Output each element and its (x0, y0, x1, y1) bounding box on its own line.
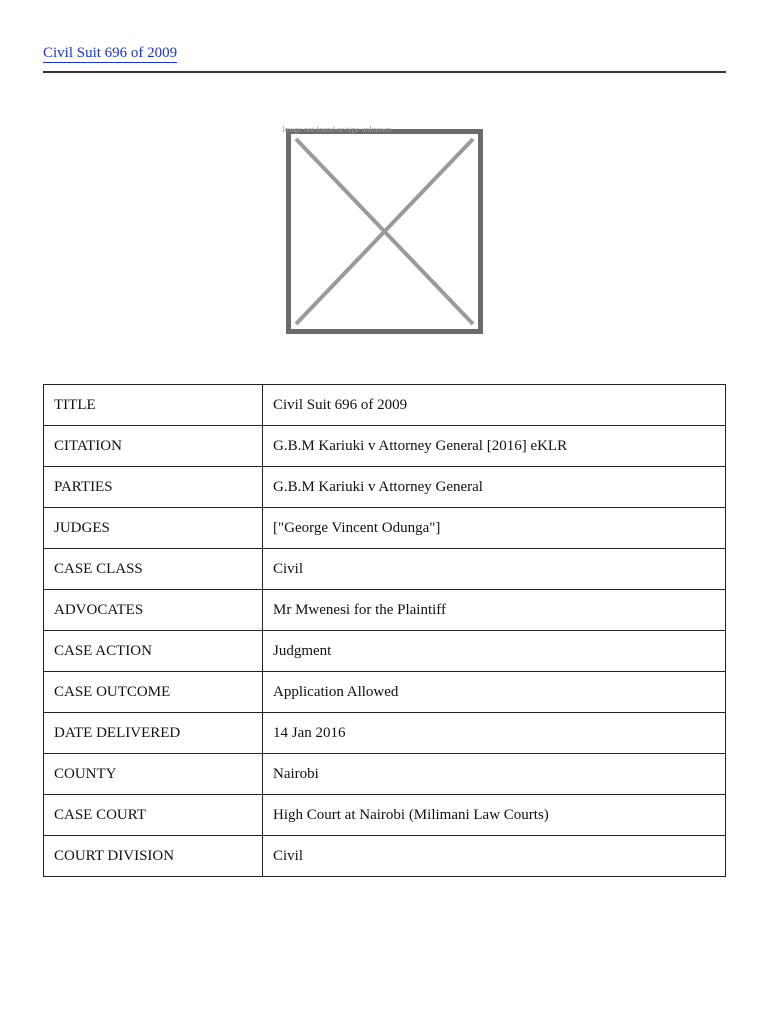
table-row (44, 713, 726, 754)
row-label: COUNTY (44, 754, 263, 795)
row-value: G.B.M Kariuki v Attorney General (263, 467, 726, 508)
row-value: 14 Jan 2016 (263, 713, 726, 754)
row-label: CASE CLASS (44, 549, 263, 590)
table-row (44, 672, 726, 713)
row-value: Application Allowed (263, 672, 726, 713)
table-row (44, 754, 726, 795)
case-title-link[interactable]: Civil Suit 696 of 2009 (43, 45, 178, 61)
row-label: CASE COURT (44, 795, 263, 836)
table-row (44, 467, 726, 508)
table-row (44, 426, 726, 467)
table-row (44, 549, 726, 590)
row-label: CASE OUTCOME (44, 672, 263, 713)
table-row (44, 508, 726, 549)
row-value: Mr Mwenesi for the Plaintiff (263, 590, 726, 631)
row-value: ["George Vincent Odunga"] (263, 508, 726, 549)
row-value: Judgment (263, 631, 726, 672)
case-details-table (43, 384, 726, 877)
page-header (43, 44, 726, 73)
row-value: Civil (263, 549, 726, 590)
row-label: CITATION (44, 426, 263, 467)
row-label: JUDGES (44, 508, 263, 549)
row-value: G.B.M Kariuki v Attorney General [2016] eKLR (263, 426, 726, 467)
row-value: Civil Suit 696 of 2009 (263, 385, 726, 426)
image-caption: Image not found or type unknown (282, 125, 392, 134)
row-label: ADVOCATES (44, 590, 263, 631)
row-label: TITLE (44, 385, 263, 426)
row-value: High Court at Nairobi (Milimani Law Courts) (263, 795, 726, 836)
row-label: CASE ACTION (44, 631, 263, 672)
broken-image-icon (286, 129, 483, 334)
row-label: PARTIES (44, 467, 263, 508)
table-row (44, 836, 726, 877)
table-row (44, 590, 726, 631)
table-row (44, 631, 726, 672)
table-row (44, 795, 726, 836)
image-placeholder (286, 129, 483, 334)
row-value: Civil (263, 836, 726, 877)
table-row (44, 385, 726, 426)
row-value: Nairobi (263, 754, 726, 795)
row-label: COURT DIVISION (44, 836, 263, 877)
row-label: DATE DELIVERED (44, 713, 263, 754)
